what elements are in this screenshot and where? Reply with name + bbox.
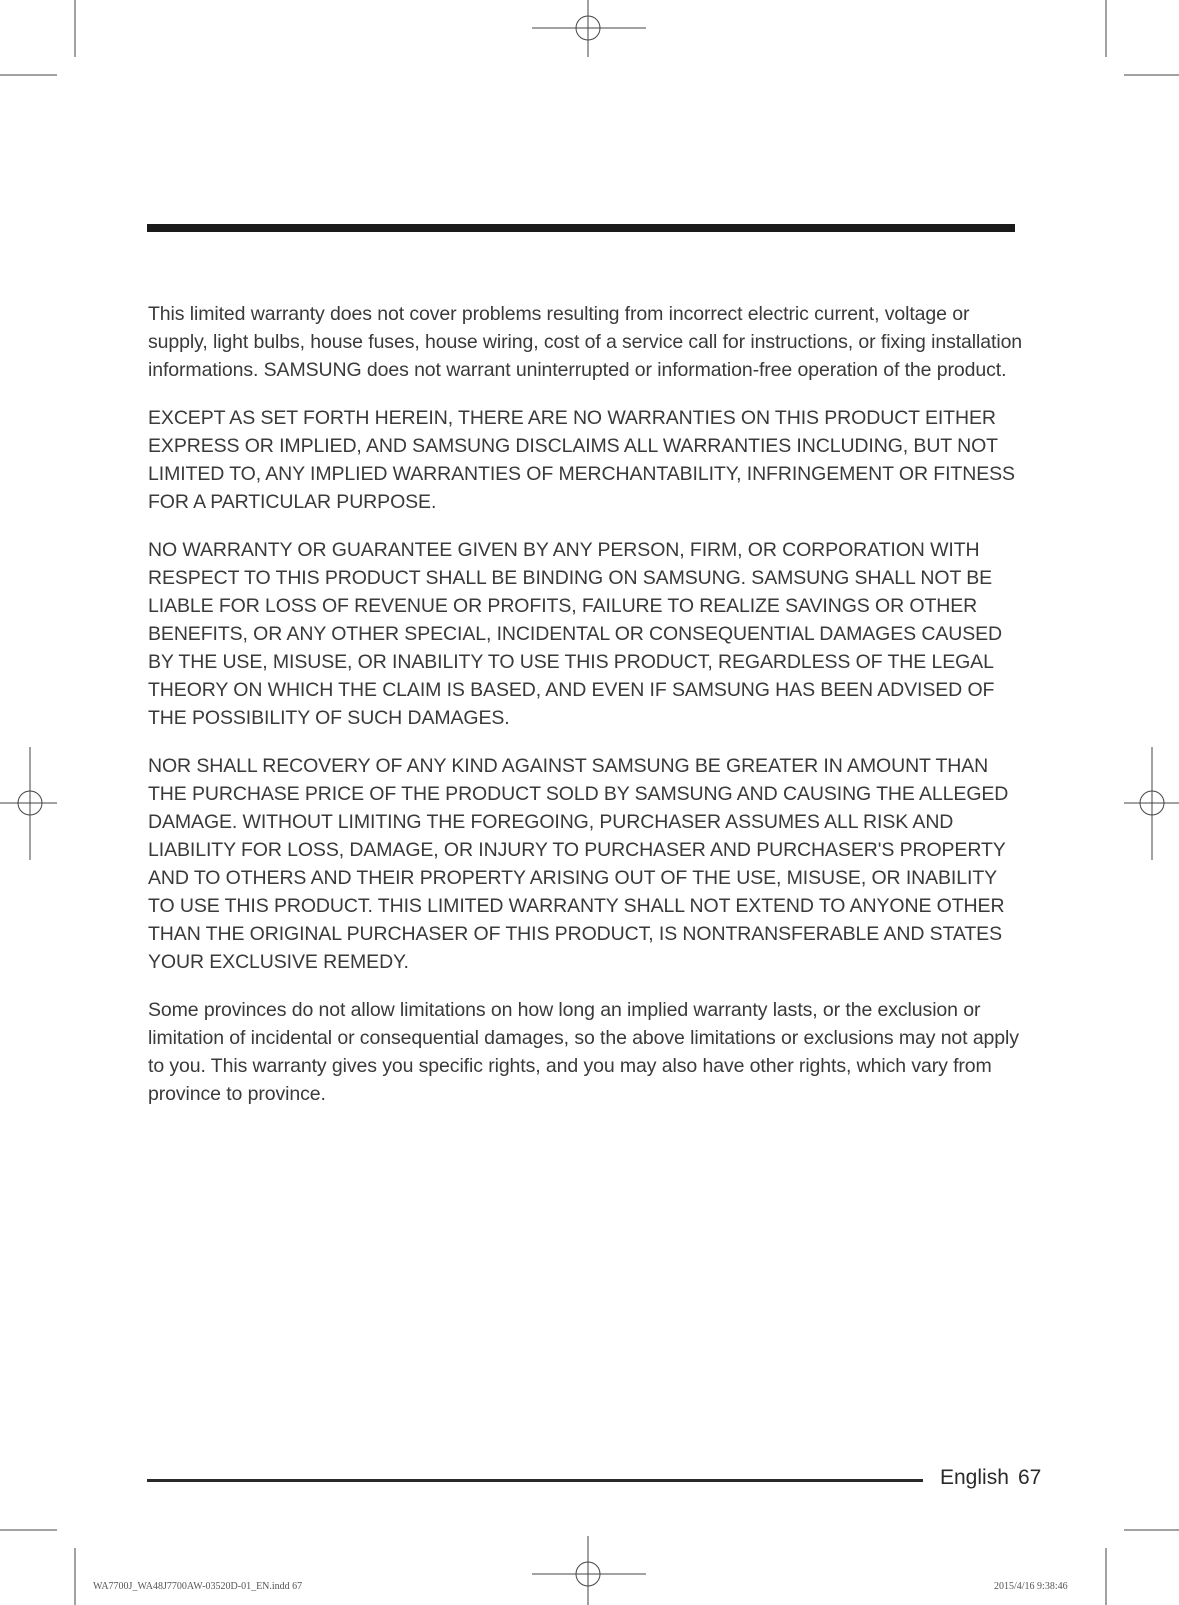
footer-language: English (940, 1466, 1009, 1489)
print-slug-filename: WA7700J_WA48J7700AW-03520D-01_EN.indd 67 (93, 1581, 303, 1592)
print-slug-timestamp: 2015/4/16 9:38:46 (994, 1581, 1068, 1592)
page-number: 67 (1018, 1466, 1042, 1489)
header-rule (147, 224, 1015, 232)
footer-rule (147, 1479, 923, 1482)
paragraph-recovery-limit: NOR SHALL RECOVERY OF ANY KIND AGAINST SAMSUNG BE GREATER IN AMOUNT THAN THE PURCHASE PRICE OF THE PRODUCT SOLD BY SAMSUNG AND CAUSING THE ALLEGED DAMAGE. WITHOUT LIMITING THE FOREGOING, PURCHASER ASSUMES ALL RISK AND LIABILITY FOR LOSS, DAMAGE, OR INJURY TO PURCHASER AND PURCHASER'S PROPERTY AND TO OTHERS AND THEIR PROPERTY ARISING OUT OF THE USE, MISUSE, OR INABILITY TO USE THIS PRODUCT. THIS LIMITED WARRANTY SHALL NOT EXTEND TO ANYONE OTHER THAN THE ORIGINAL PURCHASER OF THIS PRODUCT, IS NONTRANSFERABLE AND STATES YOUR EXCLUSIVE REMEDY. (148, 755, 1009, 973)
warranty-text (148, 300, 1028, 1128)
paragraph-coverage-exclusions: This limited warranty does not cover problems resulting from incorrect electric current, voltage or supply, light bulbs, house fuses, house wiring, cost of a service call for instructions, or fixing installation informations. SAMSUNG does not warrant uninterrupted or information-free operation of the product. (148, 303, 1023, 381)
paragraph-no-binding-warranty: NO WARRANTY OR GUARANTEE GIVEN BY ANY PERSON, FIRM, OR CORPORATION WITH RESPECT TO THIS PRODUCT SHALL BE BINDING ON SAMSUNG. SAMSUNG SHALL NOT BE LIABLE FOR LOSS OF REVENUE OR PROFITS, FAILURE TO REALIZE SAVINGS OR OTHER BENEFITS, OR ANY OTHER SPECIAL, INCIDENTAL OR CONSEQUENTIAL DAMAGES CAUSED BY THE USE, MISUSE, OR INABILITY TO USE THIS PRODUCT, REGARDLESS OF THE LEGAL THEORY ON WHICH THE CLAIM IS BASED, AND EVEN IF SAMSUNG HAS BEEN ADVISED OF THE POSSIBILITY OF SUCH DAMAGES. (148, 539, 1003, 729)
paragraph-provincial-rights: Some provinces do not allow limitations on how long an implied warranty lasts, or the exclusion or limitation of incidental or consequential damages, so the above limitations or exclusions may not apply to you. This warranty gives you specific rights, and you may also have other rights, which vary from province to province. (148, 999, 1019, 1105)
paragraph-disclaimer: EXCEPT AS SET FORTH HEREIN, THERE ARE NO WARRANTIES ON THIS PRODUCT EITHER EXPRESS OR IMPLIED, AND SAMSUNG DISCLAIMS ALL WARRANTIES INCLUDING, BUT NOT LIMITED TO, ANY IMPLIED WARRANTIES OF MERCHANTABILITY, INFRINGEMENT OR FITNESS FOR A PARTICULAR PURPOSE. (148, 407, 1015, 513)
